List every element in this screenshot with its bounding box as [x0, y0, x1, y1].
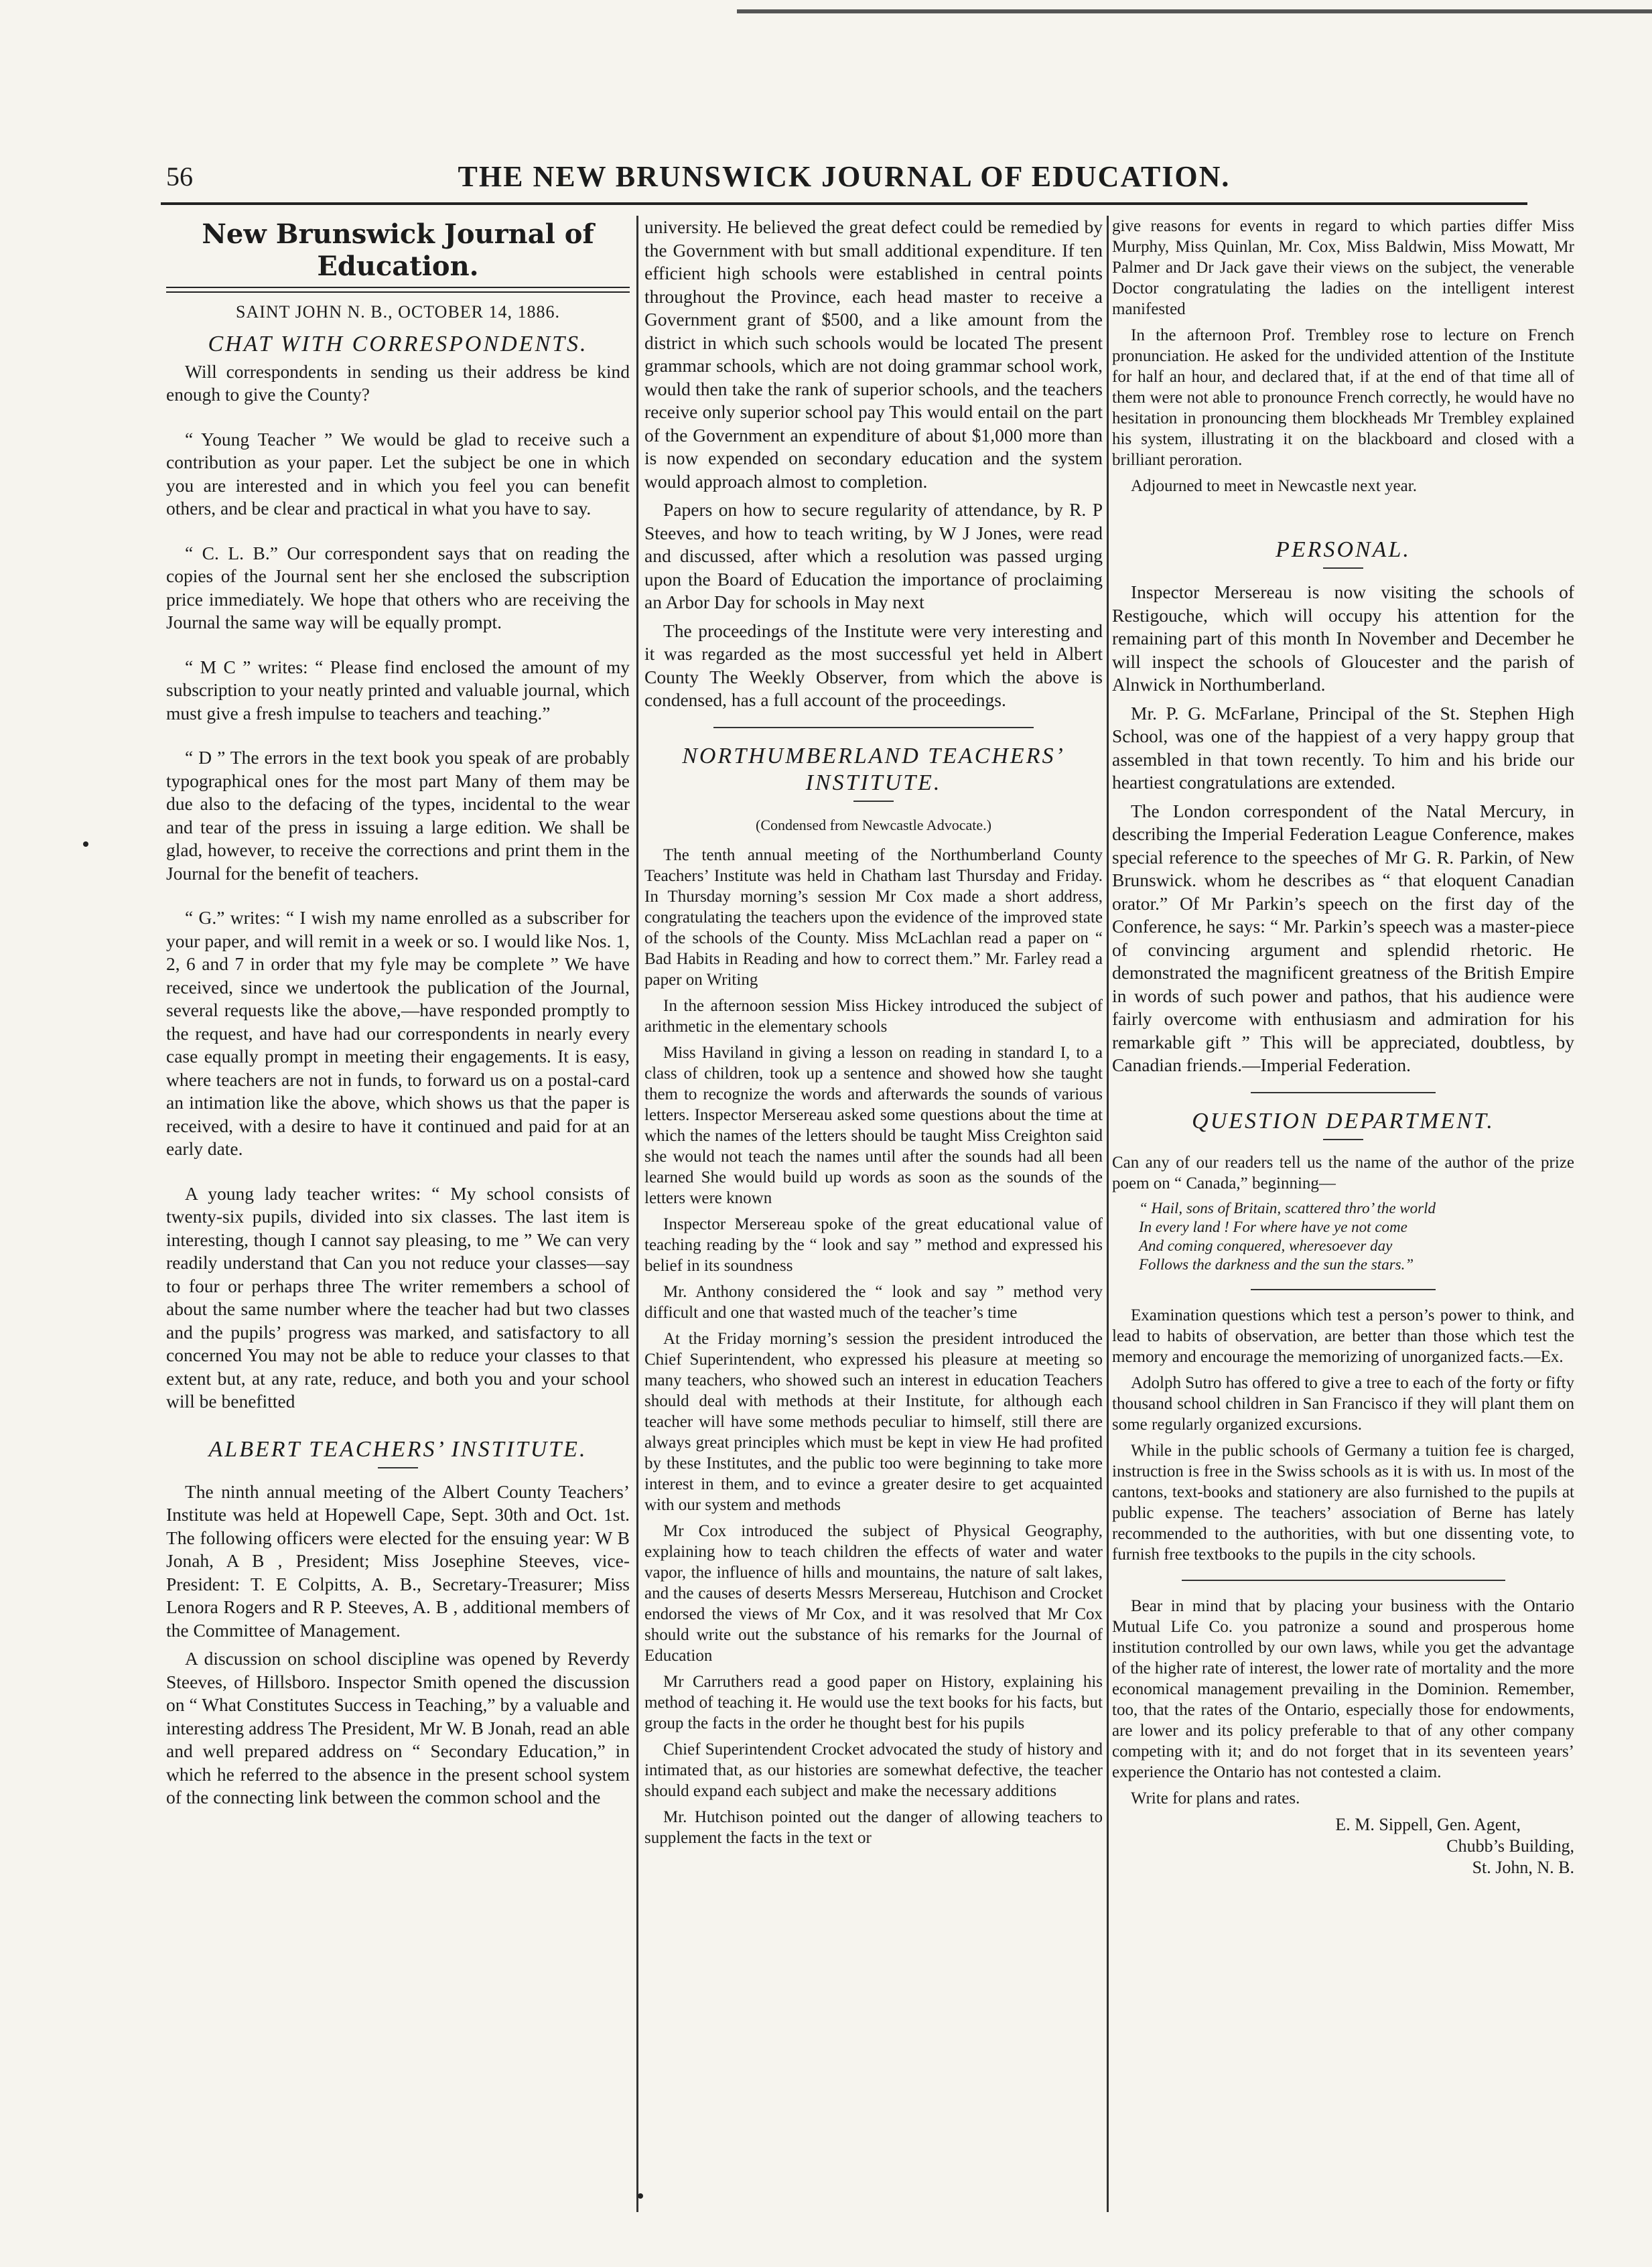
paragraph: Mr Carruthers read a good paper on History, explaining his method of teaching it. He would use the text books for his facts, but group the facts in the order he thought best for his pupils	[644, 1673, 1103, 1732]
source-note: (Condensed from Newcastle Advocate.)	[756, 816, 991, 833]
dateline: SAINT JOHN N. B., OCTOBER 14, 1886.	[235, 302, 561, 322]
paragraph: Mr Cox introduced the subject of Physical Geography, explaining how to teach children the effects of water and water vapor, the influence of hills and mountains, the nature of salt lakes, and the causes of deserts Messrs Mersereau, Hutchison and Crocket endorsed the views of Mr Cox, and it was resolved that Mr Cox should write out the substance of his remarks for the Journal of Education	[644, 1522, 1103, 1665]
heading-dash	[378, 1467, 418, 1468]
advertisement-cta: Write for plans and rates.	[1131, 1789, 1300, 1807]
paragraph: Inspector Mersereau spoke of the great educational value of teaching reading by the “ look and say ” method and expressed his belief in its soundness	[644, 1215, 1103, 1275]
section-rule	[1251, 1092, 1436, 1093]
masthead-rule	[166, 287, 630, 293]
paragraph: “ G.” writes: “ I wish my name enrolled as a subscriber for your paper, and will remit in a week or so. I would like Nos. 1, 2, 6 and 7 in order that my fyle may be complete ” We have received, since we undertook the publication of the Journal, several requests like the above,—have responded promptly to the request, and have had our correspondents in nearly every case equally prompt in meeting their engagements. It is easy, where teachers are not in funds, to forward us on a postal-card an intimation like the above, which shows us that the paper is received, with a desire to have it continued and paid for at an early date.	[166, 907, 630, 1159]
scan-speck	[638, 2193, 643, 2199]
paragraph: Inspector Mersereau is now visiting the schools of Restigouche, which will occupy his attention for the remaining part of this month In November and December he will inspect the schools of Gloucester and the parish of Alnwick in Northumberland.	[1112, 581, 1574, 695]
paragraph: Mr. P. G. McFarlane, Principal of the St. Stephen High School, was one of the happiest of a very happy group that assembled in that town recently. To him and his bride our heartiest congratulations are extended.	[1112, 702, 1574, 793]
paragraph: “ Young Teacher ” We would be glad to receive such a contribution as your paper. Let the subject be one in which you are interested and in which you feel you can benefit others, and be clear and practical in what you have to say.	[166, 428, 630, 519]
poem-line: And coming conquered, wheresoever day	[1139, 1237, 1393, 1254]
paragraph: A discussion on school discipline was opened by Reverdy Steeves, of Hillsboro. Inspector Smith opened the discussion on “ What Constitutes Success in Teaching,” by a valuable and interesting address The President, Mr W. B Jonah, read an able and well prepared address on “ Secondary Education,” in which he referred to the absence in the present school system of the connecting link between the common school and the	[166, 1648, 630, 1807]
section-heading-chat: CHAT WITH CORRESPONDENTS.	[208, 331, 588, 356]
section-rule	[1251, 1289, 1436, 1290]
paragraph: Papers on how to secure regularity of attendance, by R. P Steeves, and how to teach writing, by W J Jones, were read and discussed, after which a resolution was passed urging upon the Board of Education the importance of proclaiming an Arbor Day for schools in May next	[644, 499, 1103, 612]
paragraph: The proceedings of the Institute were very interesting and it was regarded as the most successful yet held in Albert County The Weekly Observer, from which the above is condensed, has a full account of the proceedings.	[644, 620, 1103, 710]
question-text: Can any of our readers tell us the name of the author of the prize poem on “ Canada,” beginning—	[1112, 1153, 1574, 1192]
paragraph: Miss Haviland in giving a lesson on reading in standard I, to a class of children, took up a sentence and showed how she taught them to recognize the words and afterwards the sounds of various letters. Inspector Mersereau asked some questions about the time at which the names of the letters should be taught Miss Creighton said she would not teach the names until after the sounds had all been learned She would build up words as soon as the sounds of the letters were known	[644, 1044, 1103, 1207]
paragraph: Examination questions which test a person’s power to think, and lead to habits of observation, are better than those which test the memory and encourage the memorizing of unorganized facts.—Ex.	[1112, 1306, 1574, 1366]
page-number: 56	[166, 161, 193, 192]
heading-dash	[1323, 567, 1363, 569]
running-title: THE NEW BRUNSWICK JOURNAL OF EDUCATION.	[458, 160, 1231, 193]
section-rule	[713, 727, 1034, 728]
column-divider-1	[636, 216, 638, 2212]
paragraph: The tenth annual meeting of the Northumberland County Teachers’ Institute was held in Chatham last Thursday and Friday. In Thursday morning’s session Mr Cox made a short address, congratulating the teachers upon the evidence of the improved state of the schools of the County. Miss McLachlan read a paper on “ Bad Habits in Reading and how to correct them.” Mr. Farley read a paper on Writing	[644, 846, 1103, 989]
poem-quote	[1112, 1199, 1574, 1274]
paragraph: Adolph Sutro has offered to give a tree to each of the forty or fifty thousand school children in San Francisco if they will plant them on some regularly organized excursions.	[1112, 1373, 1574, 1434]
column-divider-2	[1107, 216, 1109, 2212]
paragraph: At the Friday morning’s session the president introduced the Chief Superintendent, who expressed his pleasure at meeting so many teachers, who showed such an interest in education Teachers should deal with methods at their Institute, for although each teacher will have some methods peculiar to himself, still there are always great principles which must be kept in view He had profited by these Institutes, and the public too were beginning to take more interest in them, and to evince a greater desire to get acquainted with our system and methods	[644, 1330, 1103, 1514]
poem-line: “ Hail, sons of Britain, scattered thro’ the world	[1139, 1199, 1436, 1217]
paragraph: While in the public schools of Germany a tuition fee is charged, instruction is free in the Swiss schools as it is with us. In most of the cantons, text-books and stationery are also furnished to the pupils at public expense. The teachers’ association of Berne has lately recommended to the authorities, with but one dissenting vote, to furnish free textbooks to the pupils in the city schools.	[1112, 1441, 1574, 1564]
paragraph: The London correspondent of the Natal Mercury, in describing the Imperial Federation League Conference, makes special reference to the speeches of Mr G. R. Parkin, of New Brunswick. whom he describes as “ that eloquent Canadian orator.” Of Mr Parkin’s speech on the first day of the Conference, he says: “ Mr. Parkin’s speech was a master-piece of convincing argument and splendid rhetoric. He demonstrated the magnificent greatness of the British Empire in words of such power and pathos, that his audience were fairly overcome with enthusiasm and admiration for his remarkable gift ” This will be appreciated, doubtless, by Canadian friends.—Imperial Federation.	[1112, 800, 1574, 1075]
paragraph: The ninth annual meeting of the Albert County Teachers’ Institute was held at Hopewell Cape, Sept. 30th and Oct. 1st. The following officers were elected for the ensuing year: W B Jonah, A B , President; Miss Josephine Steeves, vice-President: T. E Colpitts, A. B., Secretary-Treasurer; Miss Lenora Rogers and R P. Steeves, A. B , additional members of the Committee of Management.	[166, 1481, 630, 1641]
column-2	[644, 216, 1103, 2199]
section-heading-northumberland: NORTHUMBERLAND TEACHERS’ INSTITUTE.	[682, 743, 1065, 795]
poem-line: In every land ! For where have ye not come	[1139, 1218, 1407, 1235]
paragraph: university. He believed the great defect could be remedied by the Government with but small additional expenditure. If ten efficient high schools were established in central points throughout the Province, each head master to receive a Government grant of $500, and a like amount from the district in which such schools would be located The present grammar schools, which are not doing grammar school work, would then take the rank of superior schools, and the teachers receive only superior school pay This would entail on the part of the Government an expenditure of about $1,000 more than is now expended on secondary education and the system would approach almost to completion.	[644, 216, 1103, 492]
signature-line: E. M. Sippell, Gen. Agent,	[1335, 1814, 1521, 1834]
page-header	[161, 155, 1527, 205]
signature-block	[1112, 1814, 1574, 1878]
paragraph: “ C. L. B.” Our correspondent says that on reading the copies of the Journal sent her she enclosed the subscription price immediately. We hope that others who are receiving the Journal the same way will be equally prompt.	[166, 542, 630, 632]
paragraph: A young lady teacher writes: “ My school consists of twenty-six pupils, divided into six classes. The last item is interesting, though I cannot say pleasing, to me ” We can very readily understand that Can you not reduce your classes—say to four or perhaps three The writer remembers a school of about the same number where the teacher had but two classes and the pupils’ progress was marked, and satisfactory to all concerned You may not be able to reduce your classes to that extent but, at any rate, reduce, and both you and your school will be benefitted	[166, 1182, 630, 1412]
heading-dash	[853, 801, 894, 802]
paragraph: Will correspondents in sending us their address be kind enough to give the County?	[166, 360, 630, 405]
section-heading-personal: PERSONAL.	[1276, 537, 1411, 562]
section-heading-question: QUESTION DEPARTMENT.	[1192, 1108, 1495, 1134]
heading-dash	[1323, 1139, 1363, 1140]
advertisement: Bear in mind that by placing your business with the Ontario Mutual Life Co. you patronize a sound and prosperous home institution controlled by our own laws, while you get the advantage of the higher rate of interest, the lower rate of mortality and the more economical management prevailing in the Dominion. Remember, too, that the rates of the Ontario, especially those for endowments, are lower and its policy preferable to that of any other company competing with it; and do not forget that in its seventeen years’ experience the Ontario has not contested a claim.	[1112, 1596, 1574, 1781]
top-print-rule	[737, 9, 1652, 13]
signature-line: Chubb’s Building,	[1446, 1836, 1574, 1856]
paragraph: give reasons for events in regard to which parties differ Miss Murphy, Miss Quinlan, Mr. Cox, Miss Baldwin, Miss Mowatt, Mr Palmer and Dr Jack gave their views on the subject, the venerable Doctor congratulating the ladies on the intelligent interest manifested	[1112, 217, 1574, 318]
paragraph: Adjourned to meet in Newcastle next year.	[1131, 477, 1417, 495]
signature-line: St. John, N. B.	[1472, 1857, 1574, 1877]
paragraph: “ M C ” writes: “ Please find enclosed the amount of my subscription to your neatly printed and valuable journal, which must give a fresh impulse to teachers and teaching.”	[166, 656, 630, 724]
paragraph: Mr. Hutchison pointed out the danger of allowing teachers to supplement the facts in the text or	[644, 1808, 1103, 1847]
column-3	[1112, 216, 1574, 2199]
paragraph: In the afternoon Prof. Trembley rose to lecture on French pronunciation. He asked for the undivided attention of the Institute for half an hour, and declared that, if at the end of that time all of them were not able to pronounce French correctly, he would have no hesitation in pronouncing them blockheads Mr Trembley explained his system, illustrating it on the blackboard and closed with a brilliant peroration.	[1112, 326, 1574, 469]
paragraph: Mr. Anthony considered the “ look and say ” method very difficult and one that wasted much of the teacher’s time	[644, 1283, 1103, 1322]
paragraph: “ D ” The errors in the text book you speak of are probably typographical ones for the most part Many of them may be due also to the defacing of the types, incidental to the wear and tear of the press in issuing a large edition. We shall be glad, however, to receive the corrections and print them in the Journal for the benefit of teachers.	[166, 747, 630, 884]
section-rule	[1182, 1580, 1505, 1581]
paragraph: In the afternoon session Miss Hickey introduced the subject of arithmetic in the elementary schools	[644, 997, 1103, 1036]
column-1	[166, 216, 630, 2199]
scan-speck	[83, 841, 88, 847]
section-heading-albert: ALBERT TEACHERS’ INSTITUTE.	[208, 1436, 588, 1462]
paragraph: Chief Superintendent Crocket advocated the study of history and intimated that, as our histories are somewhat defective, the teacher should expand each subject and make the necessary additions	[644, 1740, 1103, 1800]
poem-line: Follows the darkness and the sun the stars.”	[1139, 1255, 1414, 1273]
masthead-title: New Brunswick Journal of Education.	[202, 218, 594, 282]
